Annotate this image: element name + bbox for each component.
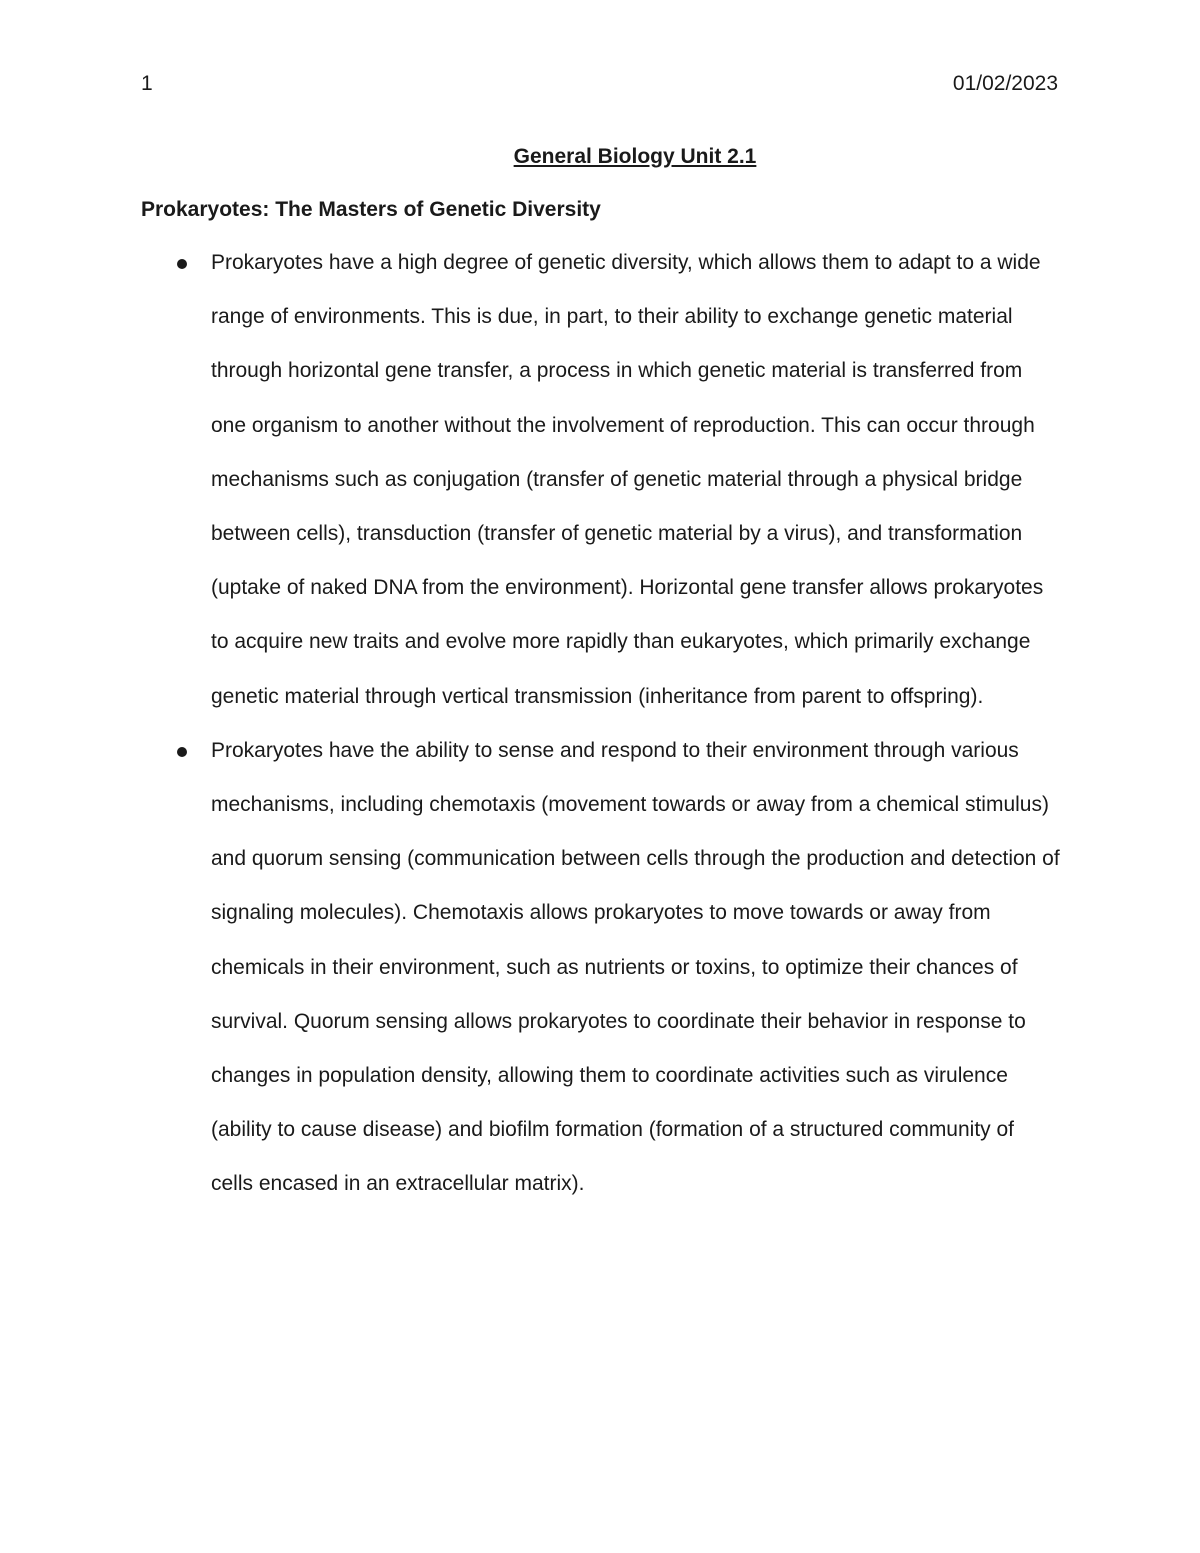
list-item — [0, 236, 1061, 724]
document-title: General Biology Unit 2.1 — [513, 145, 757, 168]
bullet-text: Prokaryotes have the ability to sense and respond to their environment through various mechanisms, including chemotaxis (movement towards or away from a chemical stimulus) and quorum sensing (communication between cells through the production and detection of signaling molecules). Chemotaxis allows prokaryotes to move towards or away from chemicals in their environment, such as nutrients or toxins, to optimize their chances of survival. Quorum sensing allows prokaryotes to coordinate their behavior in response to changes in population density, allowing them to coordinate activities such as virulence (ability to cause disease) and biofilm formation (formation of a structured community of cells encased in an extracellular matrix). — [211, 738, 1060, 1196]
page-date: 01/02/2023 — [952, 72, 1058, 95]
bullet-text: Prokaryotes have a high degree of genetic diversity, which allows them to adapt to a wide range of environments. This is due, in part, to their ability to exchange genetic material through horizontal gene transfer, a process in which genetic material is transferred from one organism to another without the involvement of reproduction. This can occur through mechanisms such as conjugation (transfer of genetic material through a physical bridge between cells), transduction (transfer of genetic material by a virus), and transformation (uptake of naked DNA from the environment). Horizontal gene transfer allows prokaryotes to acquire new traits and evolve more rapidly than eukaryotes, which primarily exchange genetic material through vertical transmission (inheritance from parent to offspring). — [211, 251, 1044, 708]
bullet-dot-icon — [177, 259, 187, 269]
bullet-dot-icon — [177, 747, 187, 757]
section-heading: Prokaryotes: The Masters of Genetic Diversity — [141, 198, 601, 221]
list-item — [0, 724, 1061, 1212]
page-number: 1 — [141, 72, 153, 95]
bullet-list — [0, 236, 1200, 1212]
